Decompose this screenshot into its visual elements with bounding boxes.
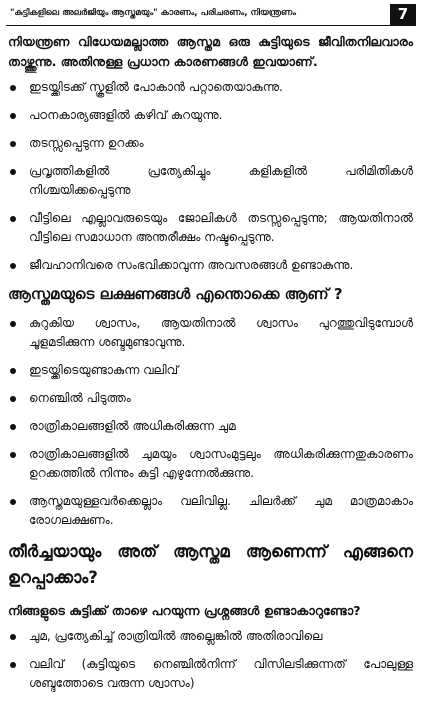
list-item: [8, 389, 413, 408]
questions-list: [8, 627, 413, 693]
list-item-text: പ്രവൃത്തികളിൽ പ്രത്യേകിച്ചും കളികളിൽ പരിമിതികൾ നിശ്ചയിക്കപ്പെടുന്നു: [29, 164, 413, 197]
list-item: [8, 655, 413, 693]
bullet-icon: [10, 396, 16, 402]
list-item: [8, 106, 413, 125]
bullet-icon: [10, 321, 16, 327]
intro-paragraph: നിയന്ത്രണ വിധേയമല്ലാത്ത ആസ്തമ ഒരു കുട്ടിയുടെ ജീവിതനിലവാരം താഴ്ത്തുന്നു. അതിനുള്ള പ്രധാന കാരണങ്ങൾ ഇവയാണ്.: [8, 34, 413, 69]
page-content: [8, 32, 413, 702]
list-item: [8, 361, 413, 380]
list-item-text: തടസ്സപ്പെടുന്ന ഉറക്കം: [29, 136, 144, 150]
list-item-text: കുറുകിയ ശ്വാസം, ആയതിനാൽ ശ്വാസം പുറത്തുവിടുമ്പോൾ ചൂളമടിക്കുന്ന ശബ്ദമുണ്ടാവുന്നു.: [29, 316, 413, 349]
page-number: 7: [390, 4, 416, 25]
bullet-icon: [10, 85, 16, 91]
bullet-icon: [10, 169, 16, 175]
list-item: [8, 162, 413, 200]
bullet-icon: [10, 113, 16, 119]
list-item: [8, 78, 413, 97]
bullet-icon: [10, 263, 16, 269]
list-item: [8, 209, 413, 247]
bullet-icon: [10, 662, 16, 668]
header-title: "കുട്ടികളിലെ അലർജിയും ആസ്തമയും" കാരണം, പരിചരണം, നിയന്ത്രണം: [10, 8, 297, 18]
running-header: [6, 4, 416, 26]
bullet-icon: [10, 452, 16, 458]
effects-list: [8, 78, 413, 275]
list-item: [8, 256, 413, 275]
list-item: [8, 134, 413, 153]
list-item-text: നെഞ്ചിൽ പിടുത്തം: [29, 391, 131, 405]
list-item: [8, 417, 413, 436]
list-item-text: ഇടയ്ക്കിടക്ക് സ്കൂളിൽ പോകാൻ പറ്റാതെയാകുന്നു.: [29, 80, 283, 94]
confirm-heading: തീർച്ചയായും അത് ആസ്തമ ആണെന്ന് എങ്ങനെ ഉറപ്പാക്കാം?: [8, 542, 413, 587]
bullet-icon: [10, 141, 16, 147]
bullet-icon: [10, 499, 16, 505]
list-item-text: ജീവഹാനിവരെ സംഭവിക്കാവുന്ന അവസരങ്ങൾ ഉണ്ടാകുന്നു.: [29, 258, 354, 272]
list-item-text: വീട്ടിലെ എല്ലാവരുടെയും ജോലികൾ തടസ്സപ്പെടുന്നു; ആയതിനാൽ വീട്ടിലെ സമാധാന അന്തരീക്ഷം നഷ്ടപ്പെടുന്നു.: [29, 211, 413, 244]
list-item: [8, 627, 413, 646]
list-item: [8, 445, 413, 483]
bullet-icon: [10, 424, 16, 430]
symptoms-heading: ആസ്തമയുടെ ലക്ഷണങ്ങൾ എന്തൊക്കെ ആണ് ?: [8, 285, 343, 303]
list-item-text: ഇടയ്ക്കിടെയുണ്ടാകുന്ന വലിവ്: [29, 363, 179, 377]
list-item-text: രാത്രികാലങ്ങളിൽ അധികരിക്കുന്ന ചുമ: [29, 419, 236, 433]
list-item-text: ആസ്തമയുള്ളവർക്കെല്ലാം വലിവില്ല. ചിലർക്ക് ചുമ മാത്രമാകാം രോഗലക്ഷണം.: [29, 494, 413, 527]
symptoms-list: [8, 314, 413, 530]
bullet-icon: [10, 368, 16, 374]
list-item-text: ചുമ, പ്രത്യേകിച്ച് രാത്രിയിൽ അല്ലെങ്കിൽ അതിരാവിലെ: [29, 629, 323, 643]
list-item: [8, 314, 413, 352]
questions-intro: നിങ്ങളുടെ കുട്ടിക്ക് താഴെ പറയുന്ന പ്രശ്നങ്ങൾ ഉണ്ടാകാറുണ്ടോ?: [8, 603, 361, 618]
list-item-text: പഠനകാര്യങ്ങളിൽ കഴിവ് കുറയുന്നു.: [29, 108, 223, 122]
list-item-text: വലിവ് (കുട്ടിയുടെ നെഞ്ചിൽനിന്ന് വിസിലടിക്കുന്നത് പോലുള്ള ശബ്ദത്തോടെ വരുന്ന ശ്വാസം): [29, 657, 413, 690]
list-item: [8, 492, 413, 530]
bullet-icon: [10, 634, 16, 640]
bullet-icon: [10, 216, 16, 222]
list-item-text: രാത്രികാലങ്ങളിൽ ചുമയും ശ്വാസംമുട്ടലും അധികരിക്കുന്നതുകാരണം ഉറക്കത്തിൽ നിന്നും കുട്ടി എഴുന്നേൽക്കുന്നു.: [29, 447, 413, 480]
